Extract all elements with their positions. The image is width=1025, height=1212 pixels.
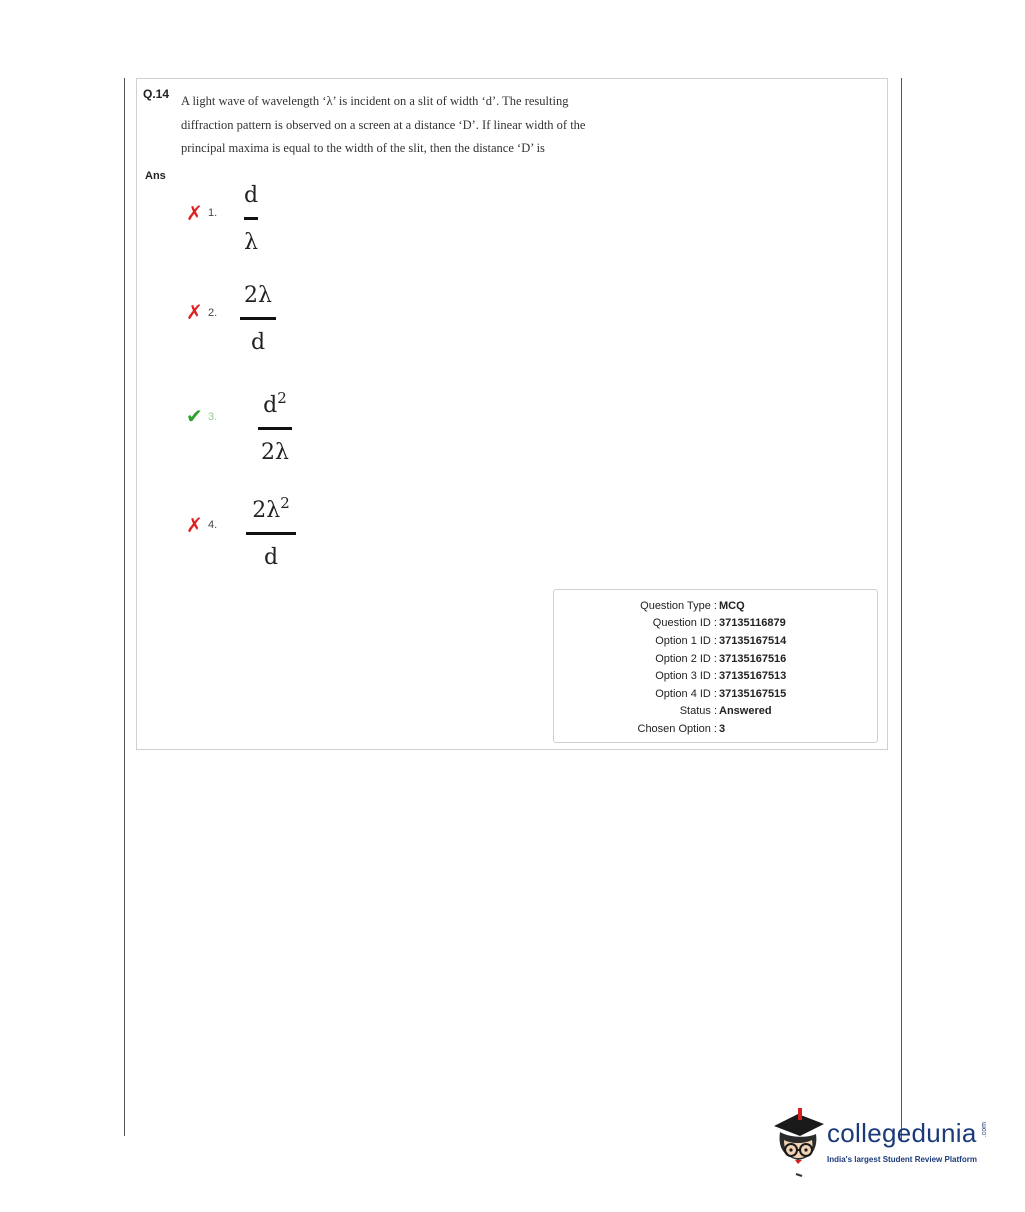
info-label: Question Type :: [640, 600, 717, 612]
info-row: [554, 598, 877, 614]
logo-tagline: India's largest Student Review Platform: [827, 1155, 977, 1164]
collegedunia-logo: [768, 1104, 998, 1184]
option-4-numerator-base: 2λ: [252, 498, 281, 523]
info-row: [554, 651, 877, 667]
fraction-bar: [246, 532, 296, 535]
option-number: 1.: [208, 207, 218, 219]
option-4-denominator: d: [263, 545, 279, 570]
option-3-numerator-base: d: [263, 393, 278, 418]
question-text-line: principal maxima is equal to the width of the slit, then the distance ‘D’ is: [181, 141, 545, 155]
option-1-numerator: d: [244, 183, 259, 208]
option-2-denominator: d: [250, 330, 266, 355]
question-text-line: diffraction pattern is observed on a screen at a distance ‘D’. If linear width of the: [181, 117, 586, 132]
info-row: [554, 668, 877, 684]
info-value: 3: [719, 723, 726, 735]
info-value: 37135167514: [719, 635, 787, 647]
question-number: Q.14: [143, 87, 170, 101]
question-text-line: A light wave of wavelength ‘λ’ is incident on a slit of width ‘d’. The resulting: [181, 94, 569, 108]
info-label: Chosen Option :: [637, 723, 717, 735]
wrong-cross-icon: ✗: [186, 302, 203, 324]
info-row: [554, 615, 877, 631]
info-value: 37135167515: [719, 688, 787, 700]
info-value: 37135167516: [719, 653, 787, 665]
logo-brand-name: collegedunia: [827, 1118, 977, 1148]
option-2-numerator: 2λ: [244, 283, 272, 308]
option-number: 4.: [208, 519, 218, 531]
info-label: Option 2 ID :: [655, 653, 717, 665]
option-2-fraction: [240, 283, 276, 356]
student-mascot-icon: [768, 1104, 826, 1182]
info-label: Question ID :: [652, 617, 717, 629]
info-value: 37135116879: [719, 617, 786, 629]
correct-check-icon: ✔: [186, 406, 203, 428]
option-3-numerator-exponent: 2: [277, 389, 287, 407]
fraction-bar: [244, 217, 258, 220]
option-4-numerator: [252, 490, 290, 524]
option-3-fraction: [258, 385, 292, 466]
option-4-numerator-exponent: 2: [280, 494, 290, 512]
logo-domain-suffix: .com: [981, 1122, 988, 1138]
info-value: Answered: [719, 705, 772, 717]
info-row: [554, 721, 877, 737]
fraction-bar: [258, 427, 292, 430]
option-1-fraction: [244, 183, 258, 256]
info-label: Option 1 ID :: [655, 635, 717, 647]
option-1-denominator: λ: [244, 230, 259, 255]
page-right-border: [901, 78, 902, 1140]
fraction-bar: [240, 317, 276, 320]
page-left-border: [124, 78, 125, 1136]
info-value: 37135167513: [719, 670, 787, 682]
question-text: [181, 90, 641, 161]
info-row: [554, 633, 877, 649]
question-info-panel: [553, 589, 878, 743]
option-number: 2.: [208, 307, 218, 319]
info-label: Status :: [679, 705, 717, 717]
option-3-denominator: 2λ: [261, 440, 289, 465]
info-row: [554, 703, 877, 719]
info-label: Option 3 ID :: [655, 670, 717, 682]
wrong-cross-icon: ✗: [186, 515, 203, 537]
option-4-fraction: [246, 490, 296, 571]
info-row: [554, 686, 877, 702]
option-3-numerator: [263, 385, 287, 419]
info-value: MCQ: [719, 600, 745, 612]
option-number: 3.: [208, 411, 218, 423]
answer-label: Ans: [145, 170, 166, 182]
info-label: Option 4 ID :: [655, 688, 717, 700]
wrong-cross-icon: ✗: [186, 203, 203, 225]
